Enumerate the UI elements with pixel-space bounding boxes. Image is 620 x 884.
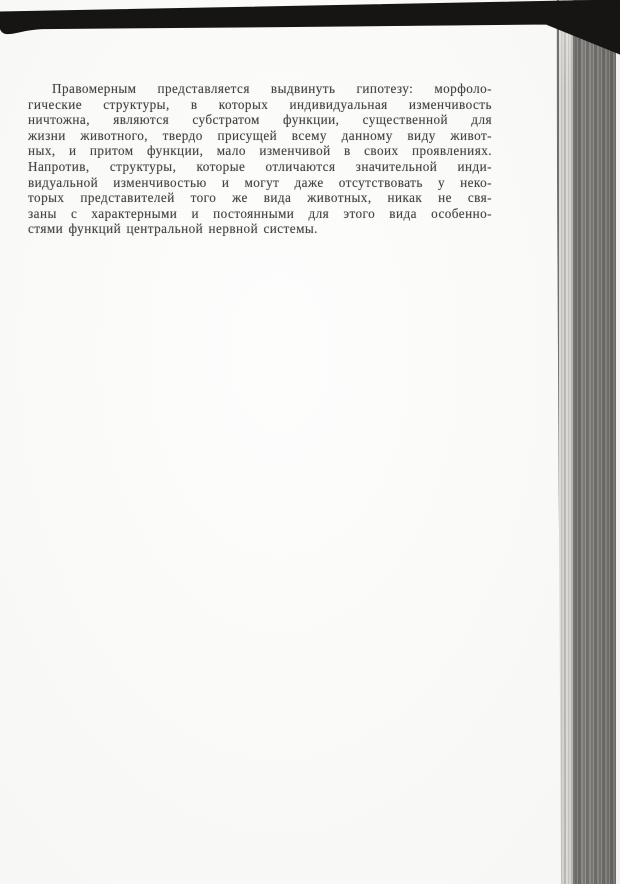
text-line: Правомерным представляется выдвинуть гипотезу: морфоло- xyxy=(52,81,492,96)
page-edges-outer-sliver xyxy=(616,0,620,884)
text-line: жизни животного, твердо присущей всему данному виду живот- xyxy=(28,127,492,143)
text-line: заны с характерными и постоянными для этого вида особенно- xyxy=(28,205,492,221)
text-line: гические структуры, в которых индивидуальная изменчивость xyxy=(28,96,492,112)
text-line: видуальной изменчивостью и могут даже отсутствовать у неко- xyxy=(28,174,492,190)
book-page-stack-edge xyxy=(552,0,620,884)
text-line: ных, и притом функции, мало изменчивой в своих проявлениях. xyxy=(28,143,492,159)
page-edges-dark-band xyxy=(573,0,616,884)
text-line: ничтожна, являются субстратом функции, существенной для xyxy=(28,112,492,128)
page-text-paragraph xyxy=(28,81,492,237)
text-line: Напротив, структуры, которые отличаются значительной инди- xyxy=(28,158,492,174)
text-line: стями функций центральной нервной системы. xyxy=(28,221,318,237)
text-line: торых представителей того же вида животных, никак не свя- xyxy=(28,190,492,206)
